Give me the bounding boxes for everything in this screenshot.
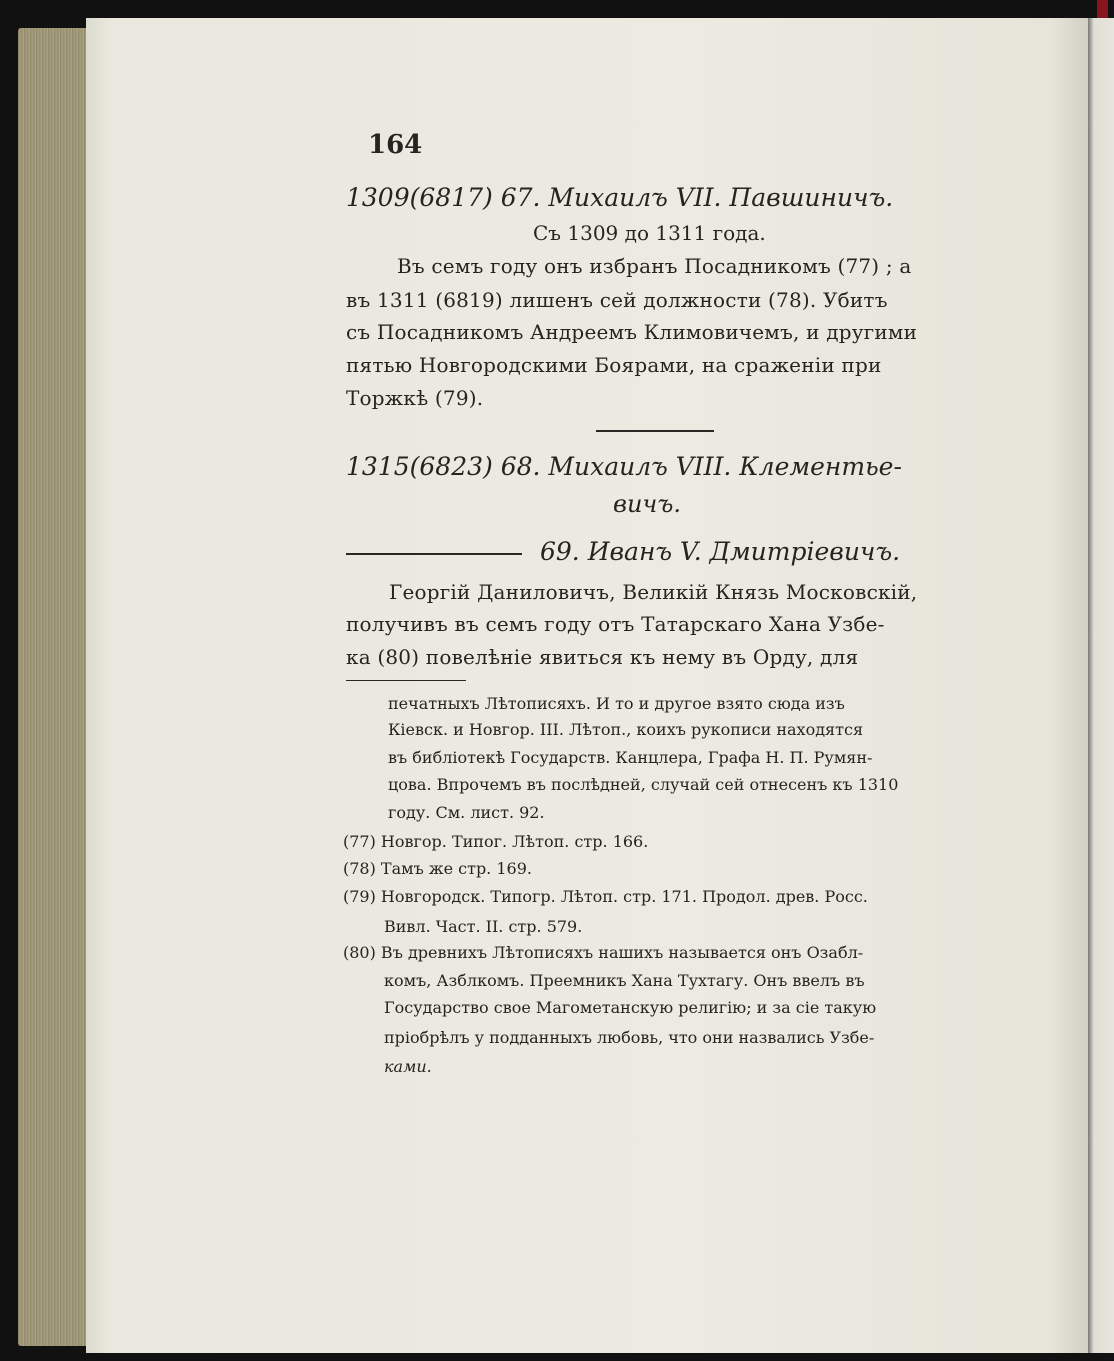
entry-68-heading: 1315(6823) 68. Михаилъ VIII. Клементье- bbox=[346, 452, 902, 481]
footnote-rule bbox=[346, 680, 466, 681]
entry-67-heading: 1309(6817) 67. Михаилъ VII. Павшиничъ. bbox=[346, 183, 894, 212]
footnote-80-line-2: комъ, Азблкомъ. Преемникъ Хана Тухтагу. Онъ ввелъ въ bbox=[384, 971, 865, 990]
page-block-edge bbox=[18, 28, 88, 1346]
footnote-continuation-line: Кіевск. и Новгор. III. Лѣтоп., коихъ рукописи находятся bbox=[388, 720, 864, 739]
footnote-80-line-5: ками. bbox=[384, 1057, 432, 1076]
footnote-continuation-line: въ библіотекѣ Государств. Канцлера, Графа Н. П. Румян- bbox=[388, 748, 873, 767]
entry-69-ditto-rule bbox=[346, 553, 522, 555]
entry-69-line-1: Георгій Даниловичъ, Великій Князь Московскій, bbox=[389, 580, 918, 604]
footnote-78: (78) Тамъ же стр. 169. bbox=[343, 859, 532, 878]
footnote-continuation-line: цова. Впрочемъ въ послѣдней, случай сей отнесенъ къ 1310 bbox=[388, 775, 899, 794]
entry-67-line-1: Въ семъ году онъ избранъ Посадникомъ (77) ; а bbox=[397, 254, 912, 278]
entry-67-line-4: пятью Новгородскими Боярами, на сраженіи при bbox=[346, 353, 882, 377]
footnote-continuation-line: печатныхъ Лѣтописяхъ. И то и другое взято сюда изъ bbox=[388, 694, 845, 713]
page-number: 164 bbox=[368, 130, 423, 160]
entry-69-heading: 69. Иванъ V. Дмитріевичъ. bbox=[540, 537, 901, 566]
footnote-80-line-3: Государство свое Магометанскую религію; и за сіе такую bbox=[384, 998, 877, 1017]
footnote-79-line-1: (79) Новгородск. Типогр. Лѣтоп. стр. 171. Продол. древ. Росс. bbox=[343, 887, 868, 906]
footnote-80-line-4: пріобрѣлъ у подданныхъ любовь, что они назвались Узбе- bbox=[384, 1028, 875, 1047]
entry-69-line-2: получивъ въ семъ году отъ Татарскаго Хана Узбе- bbox=[346, 612, 885, 636]
entry-67-subheading: Съ 1309 до 1311 года. bbox=[533, 221, 766, 245]
footnote-continuation-line: году. См. лист. 92. bbox=[388, 803, 545, 822]
footnote-80-line-1: (80) Въ древнихъ Лѣтописяхъ нашихъ называется онъ Озабл- bbox=[343, 943, 864, 962]
entry-67-line-5: Торжкѣ (79). bbox=[346, 386, 484, 410]
footnote-79-line-2: Вивл. Част. II. стр. 579. bbox=[384, 917, 583, 936]
footnote-77: (77) Новгор. Типог. Лѣтоп. стр. 166. bbox=[343, 832, 649, 851]
entry-67-line-2: въ 1311 (6819) лишенъ сей должности (78). Убитъ bbox=[346, 288, 888, 312]
section-divider bbox=[596, 430, 714, 432]
entry-69-line-3: ка (80) повелѣніе явиться къ нему въ Орду, для bbox=[346, 645, 859, 669]
book-page bbox=[86, 18, 1092, 1353]
entry-67-line-3: съ Посадникомъ Андреемъ Климовичемъ, и другими bbox=[346, 320, 918, 344]
facing-page-edge bbox=[1088, 18, 1114, 1353]
entry-68-heading-continuation: вичъ. bbox=[613, 490, 681, 518]
